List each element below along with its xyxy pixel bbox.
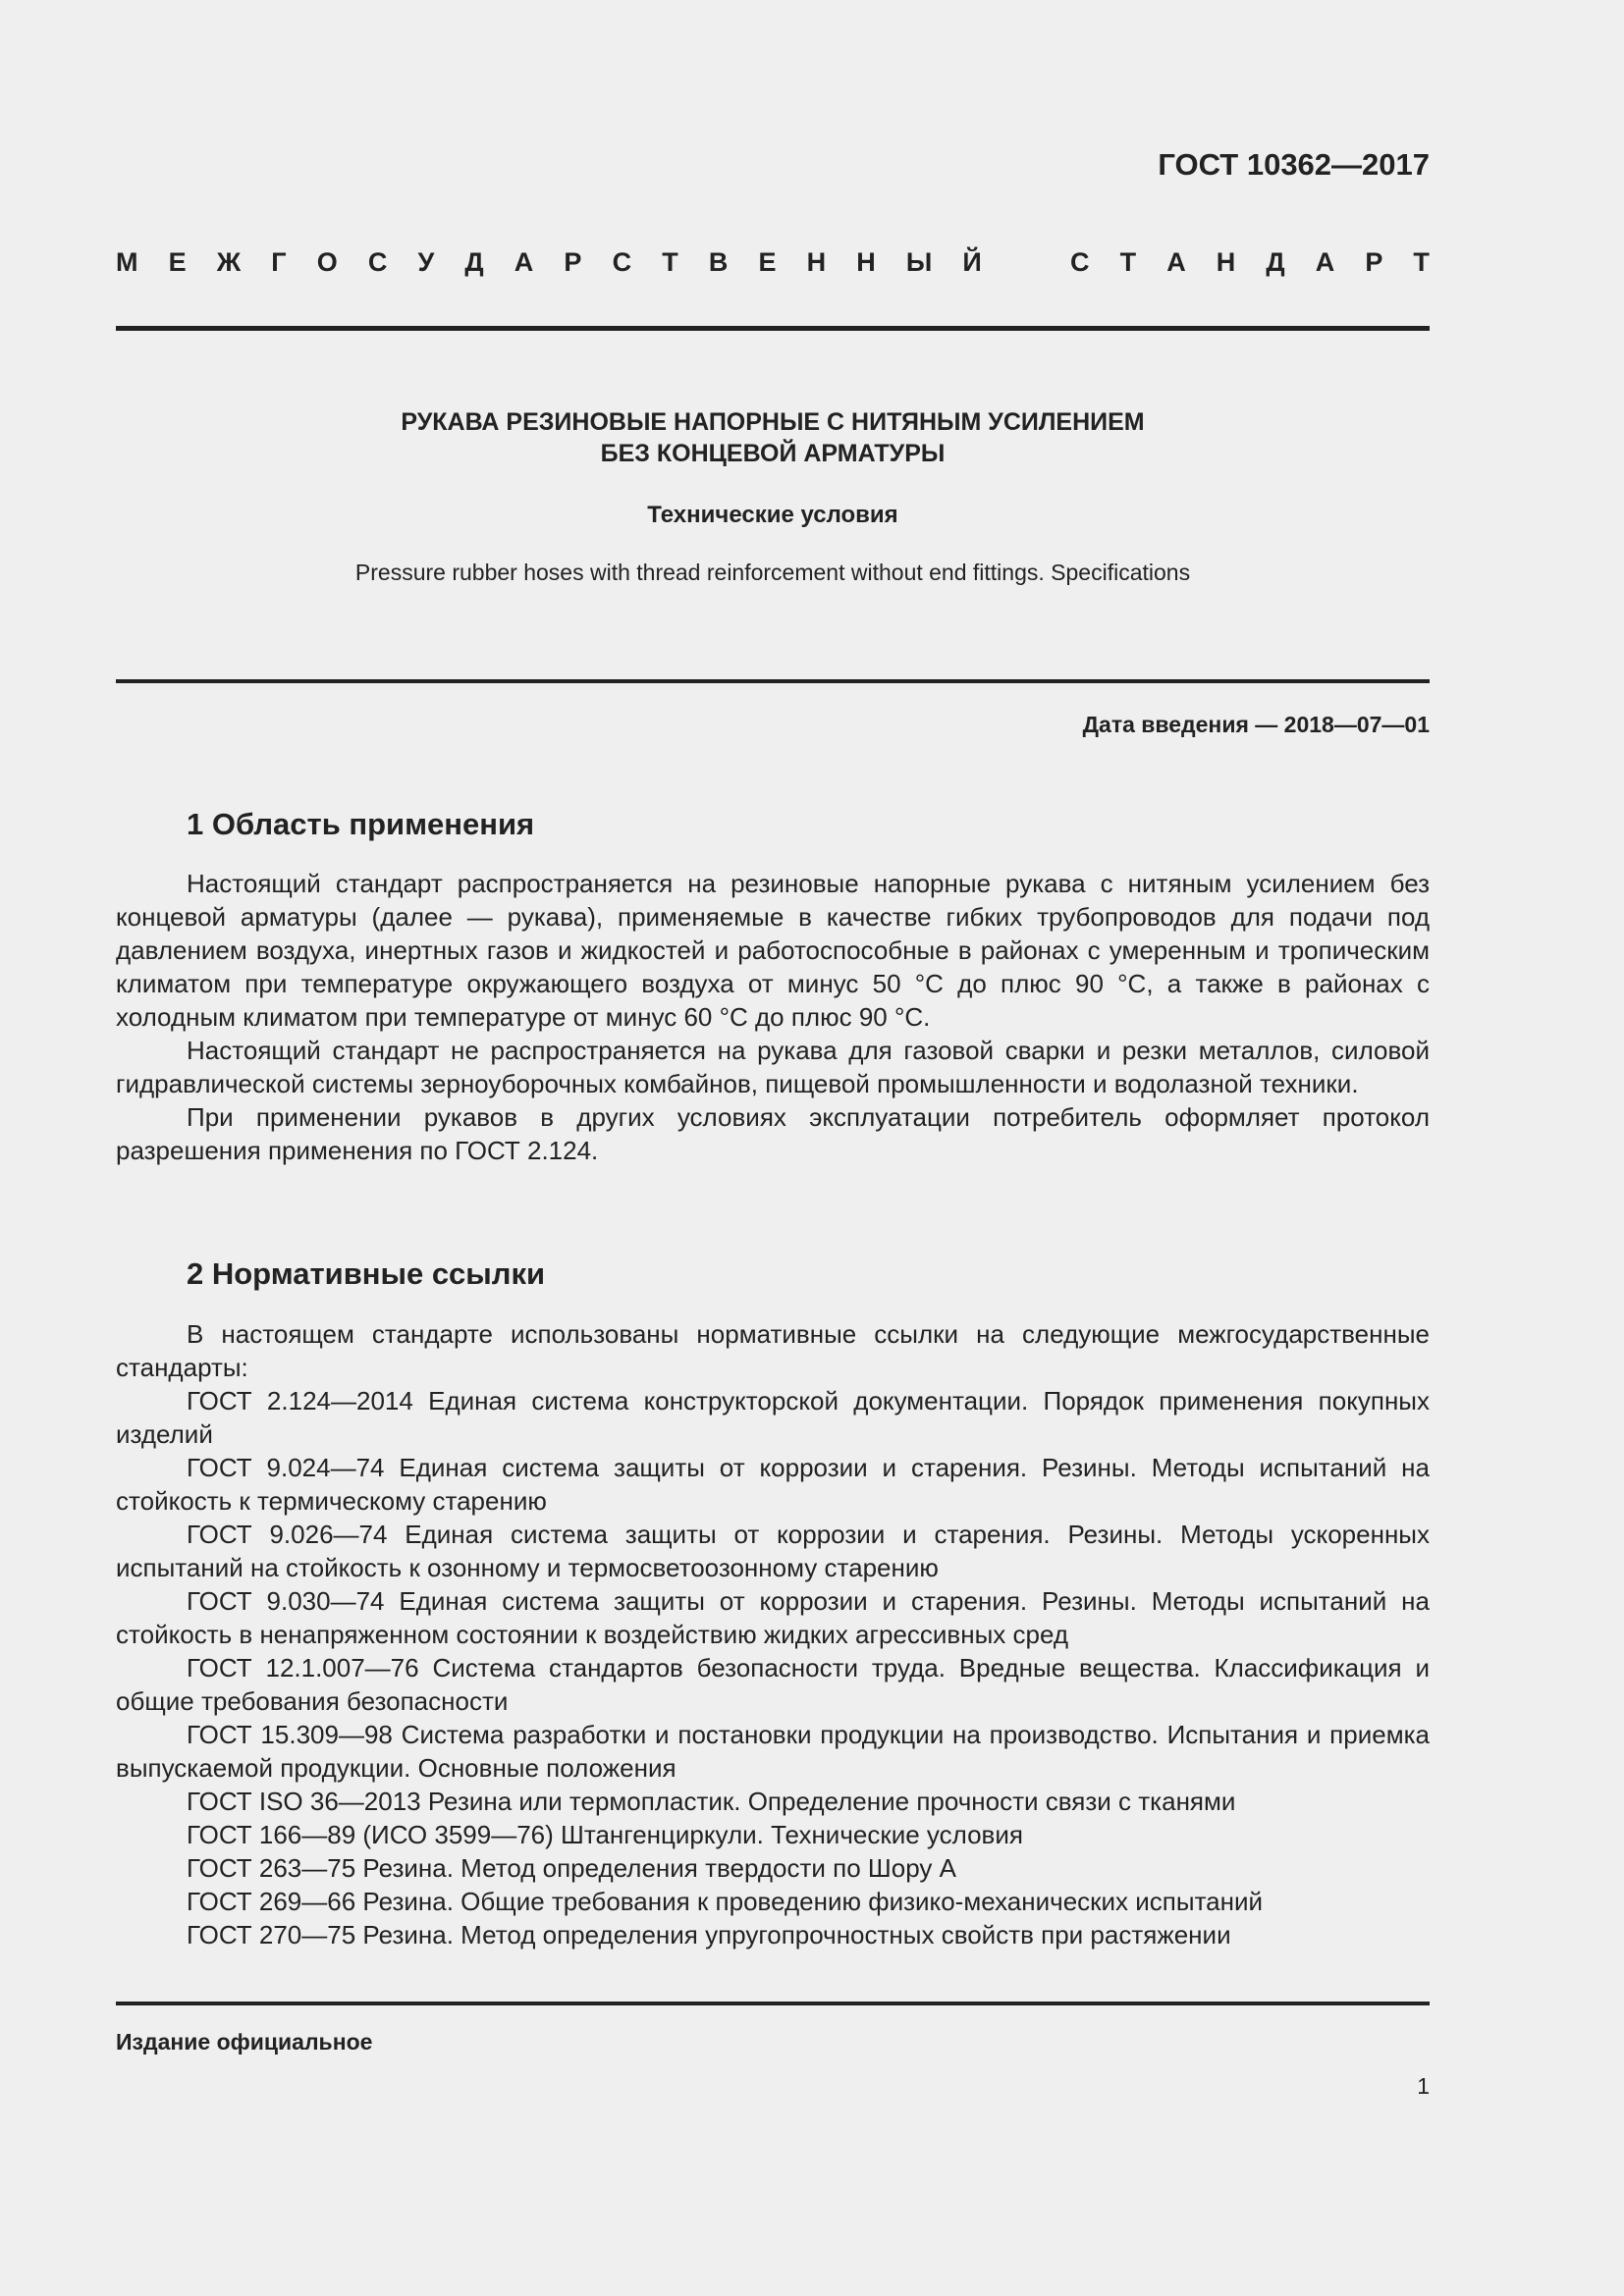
- reference-item: ГОСТ 9.030—74 Единая система защиты от коррозии и старения. Резины. Методы испытаний на стойкость в ненапряженном состоянии к воздействию жидких агрессивных сред: [116, 1586, 1430, 1649]
- reference-item: ГОСТ ISO 36—2013 Резина или термопластик. Определение прочности связи с тканями: [187, 1787, 1236, 1816]
- introduction-date: Дата введения — 2018—07—01: [1082, 712, 1430, 737]
- interstate-word: М Е Ж Г О С У Д А Р С Т В Е Н Н Ы Й: [116, 247, 982, 277]
- reference-item: ГОСТ 9.026—74 Единая система защиты от коррозии и старения. Резины. Методы ускоренных испытаний на стойкость к озонному и термосветоозонному старению: [116, 1520, 1430, 1582]
- reference-item: ГОСТ 269—66 Резина. Общие требования к проведению физико-механических испытаний: [187, 1887, 1264, 1916]
- reference-item: ГОСТ 12.1.007—76 Система стандартов безопасности труда. Вредные вещества. Классификация и общие требования безопасности: [116, 1653, 1430, 1716]
- document-title: [116, 406, 1430, 469]
- english-title: Pressure rubber hoses with thread reinforcement without end fittings. Specifications: [354, 560, 1191, 585]
- header-divider: [116, 326, 1430, 331]
- reference-item: ГОСТ 166—89 (ИСО 3599—76) Штангенциркули. Технические условия: [187, 1820, 1023, 1849]
- gost-number: ГОСТ 10362—2017: [1158, 147, 1430, 182]
- page-number: 1: [1417, 2073, 1430, 2099]
- reference-item: ГОСТ 263—75 Резина. Метод определения твердости по Шору А: [187, 1853, 956, 1883]
- official-edition-label: Издание официальное: [116, 2029, 373, 2055]
- reference-item: ГОСТ 15.309—98 Система разработки и постановки продукции на производство. Испытания и приемка выпускаемой продукции. Основные положения: [116, 1720, 1430, 1783]
- title-line-2: БЕЗ КОНЦЕВОЙ АРМАТУРЫ: [600, 440, 946, 467]
- standard-word: С Т А Н Д А Р Т: [1070, 247, 1430, 277]
- section-scope-text: [116, 867, 1430, 1167]
- title-line-1: РУКАВА РЕЗИНОВЫЕ НАПОРНЫЕ С НИТЯНЫМ УСИЛЕНИЕМ: [401, 408, 1145, 436]
- document-subtitle: Технические условия: [647, 502, 898, 528]
- footer-divider: [116, 2002, 1430, 2005]
- section-heading-references: 2 Нормативные ссылки: [187, 1256, 546, 1291]
- paragraph: При применении рукавов в других условиях эксплуатации потребитель оформляет протокол разрешения применения по ГОСТ 2.124.: [116, 1102, 1430, 1165]
- interstate-standard-heading: [116, 247, 1430, 278]
- reference-item: ГОСТ 270—75 Резина. Метод определения упругопрочностных свойств при растяжении: [187, 1920, 1231, 1949]
- reference-item: ГОСТ 2.124—2014 Единая система конструкторской документации. Порядок применения покупных изделий: [116, 1386, 1430, 1449]
- paragraph: Настоящий стандарт распространяется на резиновые напорные рукава с нитяным усилением без концевой арматуры (далее — рукава), применяемые в качестве гибких трубопроводов для подачи под давлением воздуха, инертных газов и жидкостей и работоспособные в районах с умеренным и тропическим климатом при температуре окружающего воздуха от минус 50 °С до плюс 90 °С, а также в районах с холодным климатом при температуре от минус 60 °С до плюс 90 °С.: [116, 869, 1430, 1032]
- paragraph: Настоящий стандарт не распространяется на рукава для газовой сварки и резки металлов, силовой гидравлической системы зерноуборочных комбайнов, пищевой промышленности и водолазной техники.: [116, 1036, 1430, 1098]
- title-divider: [116, 679, 1430, 683]
- reference-item: ГОСТ 9.024—74 Единая система защиты от коррозии и старения. Резины. Методы испытаний на стойкость к термическому старению: [116, 1453, 1430, 1516]
- section-heading-scope: 1 Область применения: [187, 807, 535, 841]
- section-references-text: [116, 1317, 1430, 1951]
- paragraph: В настоящем стандарте использованы нормативные ссылки на следующие межгосударственные стандарты:: [116, 1319, 1430, 1382]
